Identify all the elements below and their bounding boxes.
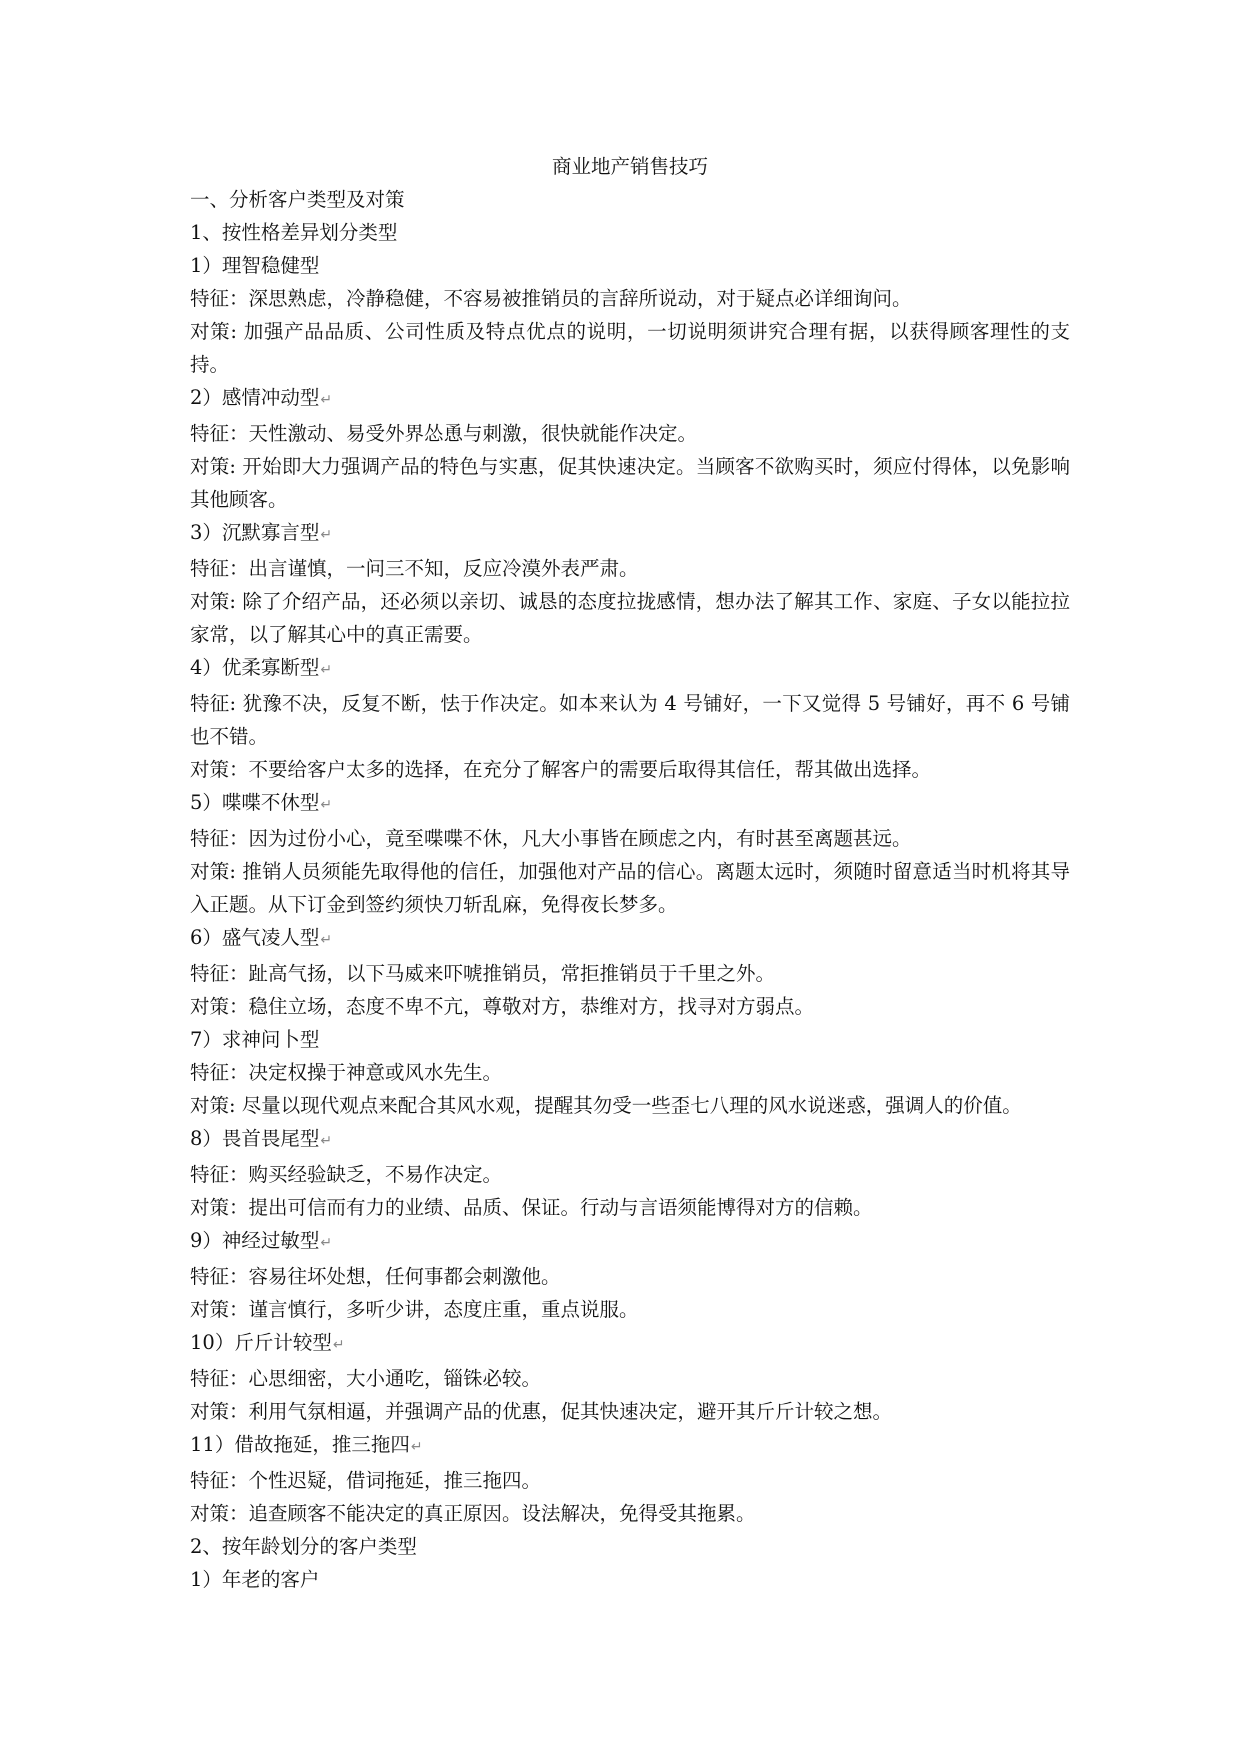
text-line — [190, 1158, 1070, 1191]
line-text: 7）求神问卜型 — [190, 1028, 320, 1051]
text-line — [190, 1428, 1070, 1464]
paragraph-mark-icon: ↵ — [320, 932, 333, 948]
line-text: 特征：出言谨慎，一问三不知，反应冷漠外表严肃。 — [190, 557, 639, 580]
line-text: 11）借故拖延，推三拖四 — [190, 1433, 410, 1456]
text-line — [190, 687, 1070, 753]
line-text: 特征：个性迟疑，借词拖延，推三拖四。 — [190, 1469, 542, 1492]
line-text: 2、按年龄划分的客户类型 — [190, 1535, 417, 1558]
text-line — [190, 1056, 1070, 1089]
text-line — [190, 183, 1070, 216]
text-line — [190, 1089, 1070, 1122]
text-line — [190, 1464, 1070, 1497]
line-text: 对策: 加强产品品质、公司性质及特点优点的说明，一切说明须讲究合理有据，以获得顾客理性的支持。 — [190, 320, 1070, 376]
line-text: 5）喋喋不休型 — [190, 791, 320, 814]
line-text: 10）斤斤计较型 — [190, 1331, 332, 1354]
line-text: 特征：决定权操于神意或风水先生。 — [190, 1061, 503, 1084]
line-text: 对策：谨言慎行，多听少讲，态度庄重，重点说服。 — [190, 1298, 639, 1321]
text-line — [190, 282, 1070, 315]
line-text: 特征：购买经验缺乏，不易作决定。 — [190, 1163, 503, 1186]
text-line — [190, 1023, 1070, 1056]
text-line — [190, 855, 1070, 921]
line-text: 特征：心思细密，大小通吃，锱铢必较。 — [190, 1367, 542, 1390]
text-line — [190, 1122, 1070, 1158]
paragraph-mark-icon: ↵ — [320, 662, 333, 678]
text-line — [190, 822, 1070, 855]
text-line — [190, 585, 1070, 651]
text-line — [190, 552, 1070, 585]
line-text: 对策: 推销人员须能先取得他的信任，加强他对产品的信心。离题太远时，须随时留意适当时机将其导入正题。从下订金到签约须快刀斩乱麻，免得夜长梦多。 — [190, 860, 1070, 916]
paragraph-mark-icon: ↵ — [320, 392, 333, 408]
text-line — [190, 1326, 1070, 1362]
text-line — [190, 450, 1070, 516]
text-line — [190, 1224, 1070, 1260]
text-line — [190, 1530, 1070, 1563]
line-text: 1）年老的客户 — [190, 1568, 320, 1591]
paragraph-mark-icon: ↵ — [320, 1133, 333, 1149]
line-text: 1）理智稳健型 — [190, 254, 320, 277]
text-line — [190, 315, 1070, 381]
line-text: 8）畏首畏尾型 — [190, 1127, 320, 1150]
text-line — [190, 1293, 1070, 1326]
line-text: 对策：追查顾客不能决定的真正原因。设法解决，免得受其拖累。 — [190, 1502, 756, 1525]
paragraph-mark-icon: ↵ — [320, 797, 333, 813]
document-body — [190, 150, 1070, 1596]
line-text: 对策: 开始即大力强调产品的特色与实惠，促其快速决定。当顾客不欲购买时，须应付得体，以免影响其他顾客。 — [190, 455, 1070, 511]
line-text: 特征：趾高气扬，以下马威来吓唬推销员，常拒推销员于千里之外。 — [190, 962, 776, 985]
paragraph-mark-icon: ↵ — [410, 1439, 423, 1455]
line-text: 对策：不要给客户太多的选择，在充分了解客户的需要后取得其信任，帮其做出选择。 — [190, 758, 932, 781]
text-line — [190, 753, 1070, 786]
paragraph-mark-icon: ↵ — [320, 527, 333, 543]
document-title: 商业地产销售技巧 — [551, 155, 708, 178]
line-text: 对策: 尽量以现代观点来配合其风水观，提醒其勿受一些歪七八理的风水说迷惑，强调人的价值。 — [190, 1094, 1022, 1117]
text-line — [190, 249, 1070, 282]
text-line — [190, 1497, 1070, 1530]
text-line — [190, 651, 1070, 687]
text-line — [190, 1362, 1070, 1395]
line-text: 4）优柔寡断型 — [190, 656, 320, 679]
line-text: 特征：容易往坏处想，任何事都会刺激他。 — [190, 1265, 561, 1288]
text-line — [190, 516, 1070, 552]
line-text: 对策：稳住立场，态度不卑不亢，尊敬对方，恭维对方，找寻对方弱点。 — [190, 995, 815, 1018]
line-text: 2）感情冲动型 — [190, 386, 320, 409]
line-text: 6）盛气凌人型 — [190, 926, 320, 949]
text-line — [190, 990, 1070, 1023]
line-text: 特征：因为过份小心，竟至喋喋不休，凡大小事皆在顾虑之内，有时甚至离题甚远。 — [190, 827, 912, 850]
text-line — [190, 921, 1070, 957]
text-line — [190, 957, 1070, 990]
text-line — [190, 216, 1070, 249]
paragraph-mark-icon: ↵ — [320, 1235, 333, 1251]
line-text: 对策：利用气氛相逼，并强调产品的优惠，促其快速决定，避开其斤斤计较之想。 — [190, 1400, 893, 1423]
line-text: 特征：深思熟虑，冷静稳健，不容易被推销员的言辞所说动，对于疑点必详细询问。 — [190, 287, 912, 310]
text-line — [190, 417, 1070, 450]
document-lines — [190, 183, 1070, 1596]
line-text: 1、按性格差异划分类型 — [190, 221, 398, 244]
line-text: 9）神经过敏型 — [190, 1229, 320, 1252]
line-text: 3）沉默寡言型 — [190, 521, 320, 544]
line-text: 对策：提出可信而有力的业绩、品质、保证。行动与言语须能博得对方的信赖。 — [190, 1196, 873, 1219]
line-text: 特征: 犹豫不决，反复不断，怯于作决定。如本来认为 4 号铺好，一下又觉得 5 号铺好，再不 6 号铺也不错。 — [190, 692, 1070, 748]
text-line — [190, 786, 1070, 822]
paragraph-mark-icon: ↵ — [332, 1337, 345, 1353]
text-line — [190, 1563, 1070, 1596]
text-line — [190, 381, 1070, 417]
line-text: 一、分析客户类型及对策 — [190, 188, 405, 211]
text-line — [190, 1260, 1070, 1293]
text-line — [190, 1395, 1070, 1428]
line-text: 对策: 除了介绍产品，还必须以亲切、诚恳的态度拉拢感情，想办法了解其工作、家庭、子女以能拉拉家常，以了解其心中的真正需要。 — [190, 590, 1070, 646]
text-line — [190, 1191, 1070, 1224]
line-text: 特征：天性激动、易受外界怂恿与刺激，很快就能作决定。 — [190, 422, 698, 445]
